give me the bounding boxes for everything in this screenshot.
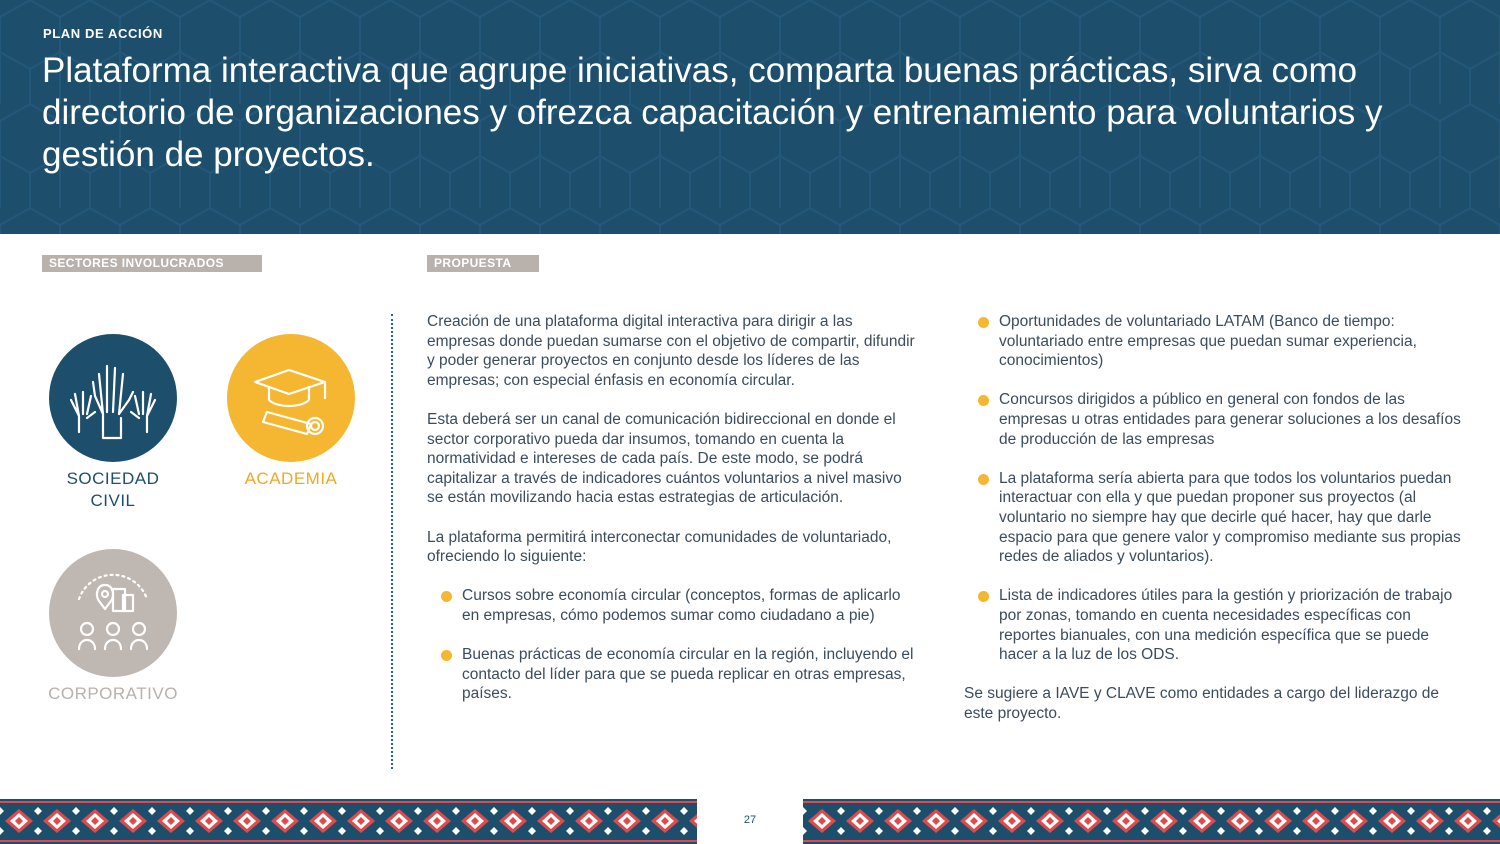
bullet-dot-icon <box>441 650 452 661</box>
propuesta-column-2 <box>964 312 1464 743</box>
page-title: Plataforma interactiva que agrupe iniciativas, comparta buenas prácticas, sirva como directorio de organizaciones y ofrezca capacitación y entrenamiento para voluntarios y gestión de proyectos. <box>42 51 1383 174</box>
bullet-dot-icon <box>978 591 989 602</box>
raised-hands-icon <box>49 334 177 462</box>
list-item-text: Cursos sobre economía circular (conceptos, formas de aplicarlo en empresas, cómo podemos sumar como ciudadano a pie) <box>462 587 901 624</box>
corporativo-label: CORPORATIVO <box>48 684 178 703</box>
list-item-text: La plataforma sería abierta para que todos los voluntarios puedan interactuar con ella y que puedan proponer sus proyectos (al voluntario no siempre hay que decirle qué hacer, hay que darle espacio para que genere valor y compromiso mediante sus propias redes de aliados y voluntarios). <box>999 469 1461 566</box>
section-eyebrow: PLAN DE ACCIÓN <box>43 26 163 41</box>
list-item <box>964 390 1464 449</box>
page-number: 27 <box>743 814 757 826</box>
paragraph-1: Creación de una plataforma digital interactiva para dirigir a las empresas donde puedan sumarse con el objetivo de compartir, difundir y poder generar proyectos en conjunto desde los líderes de las empresas; con especial énfasis en economía circular. <box>427 313 915 389</box>
paragraph-3: La plataforma permitirá interconectar comunidades de voluntariado, ofreciendo lo siguiente: <box>427 528 892 566</box>
sectores-tag: SECTORES INVOLUCRADOS <box>42 255 262 272</box>
corporativo-circle <box>49 549 177 677</box>
location-building-people-icon <box>49 549 177 677</box>
list-item <box>964 312 1464 371</box>
bullet-dot-icon <box>441 591 452 602</box>
header-banner <box>0 0 1500 234</box>
sociedad-label-line1: SOCIEDAD <box>66 469 160 488</box>
list-item-text: Oportunidades de voluntariado LATAM (Banco de tiempo: voluntariado entre empresas que puedan sumar experiencia, conocimientos) <box>999 313 1417 370</box>
sociedad-civil-label <box>33 468 193 512</box>
decorative-band-left <box>0 799 697 844</box>
sociedad-civil-circle <box>49 334 177 462</box>
sociedad-label-line2: CIVIL <box>90 491 136 510</box>
paragraph-2: Esta deberá ser un canal de comunicación bidireccional en donde el sector corporativo pueda dar insumos, tomando en cuenta la normatividad e intereses de cada país. De este modo, se podrá capitalizar a través de indicadores cuántos voluntarios a nivel masivo se están movilizando hacia estas estrategias de articulación. <box>427 410 902 507</box>
academia-circle <box>227 334 355 462</box>
bullet-dot-icon <box>978 395 989 406</box>
propuesta-tag: PROPUESTA <box>427 255 539 272</box>
list-item <box>964 469 1464 567</box>
bullet-dot-icon <box>978 474 989 485</box>
list-item-text: Concursos dirigidos a público en general con fondos de las empresas u otras entidades para generar soluciones a los desafíos de producción de las empresas <box>999 391 1461 448</box>
list-item-text: Buenas prácticas de economía circular en la región, incluyendo el contacto del líder para que se pueda replicar en otras empresas, países. <box>462 646 914 703</box>
decorative-band-right <box>803 799 1500 844</box>
academia-label: ACADEMIA <box>244 469 338 488</box>
bullet-dot-icon <box>978 317 989 328</box>
dotted-divider <box>391 314 393 769</box>
closing-paragraph: Se sugiere a IAVE y CLAVE como entidades a cargo del liderazgo de este proyecto. <box>964 685 1440 722</box>
propuesta-column-1 <box>427 312 917 723</box>
graduation-cap-diploma-icon <box>227 334 355 462</box>
list-item-text: Lista de indicadores útiles para la gestión y priorización de trabajo por zonas, tomando en cuenta necesidades específicas con reportes bianuales, con una medición específica que se puede hacer a la luz de los ODS. <box>999 587 1453 664</box>
list-item <box>427 645 917 704</box>
list-item <box>964 586 1464 664</box>
list-item <box>427 586 917 625</box>
